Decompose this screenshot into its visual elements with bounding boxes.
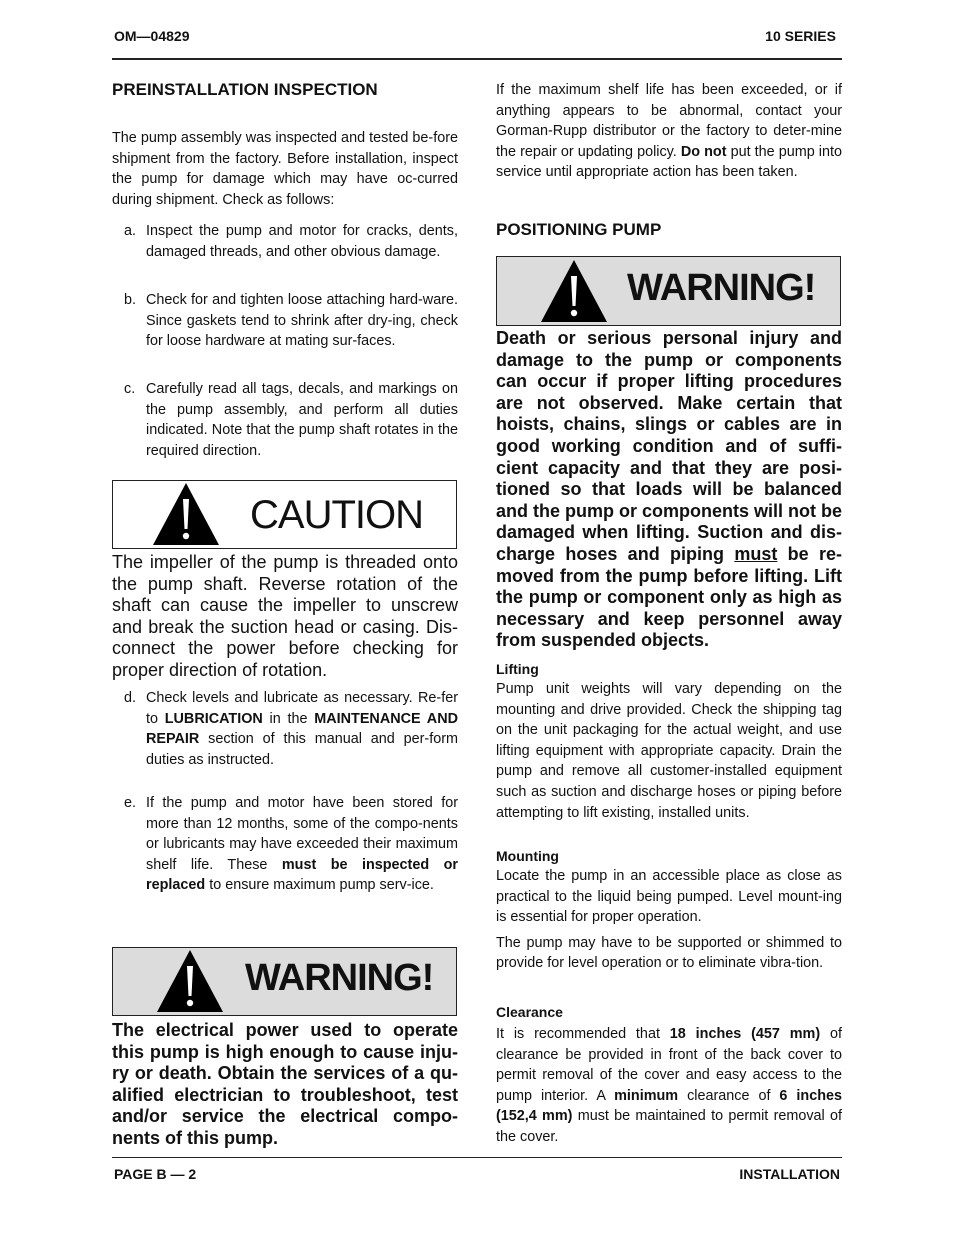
warning-banner-left [112,947,457,1016]
lifting-section [496,661,842,823]
shelf-life-wrap [496,80,842,183]
lifting-heading: Lifting [496,661,539,677]
header-rule [112,58,842,60]
caution-label: CAUTION [250,493,423,537]
list-text: Check levels and lubricate as necessary. Re-fer to LUBRICATION in the MAINTENANCE AND REPAIR section of this manual and per-form duties as instructed. [146,690,458,768]
list-letter: a. [124,223,137,239]
warning-label: WARNING! [627,267,816,309]
electrical-warning-wrap [112,1020,458,1150]
series-label: 10 SERIES [765,28,836,44]
list-letter: c. [124,381,136,397]
intro-paragraph: The pump assembly was inspected and tested be-fore shipment from the factory. Before installation, inspect the pump for damage which may have oc-curred during shipment. Check as follows: [112,130,458,208]
clearance-section [496,1004,842,1148]
mounting-paragraph-2: The pump may have to be supported or shimmed to provide for level operation or to eliminate vibra-tion. [496,934,842,972]
list-text: Check for and tighten loose attaching hard-ware. Since gaskets tend to shrink after dry-ing, check for loose hardware at mating sur-faces. [146,292,458,350]
intro-paragraph-wrap [112,128,458,210]
list-text: If the pump and motor have been stored for more than 12 months, some of the compo-nents or lubricants may have exceeded their maximum shelf life. These must be inspected or replaced to ensure maximum pump serv-ice. [146,795,458,894]
warning-banner-right [496,256,841,326]
positioning-heading-wrap [496,220,842,240]
document-id: OM—04829 [114,28,190,44]
positioning-heading: POSITIONING PUMP [496,220,662,239]
left-column [112,80,458,100]
warning-triangle-icon [539,258,609,324]
warning-label: WARNING! [245,957,434,999]
page-number: PAGE B — 2 [114,1166,197,1182]
footer-rule [112,1157,842,1158]
list-letter: e. [124,795,137,811]
caution-banner [112,480,457,549]
clearance-paragraph: It is recommended that 18 inches (457 mm) of clearance be provided in front of the back cover to permit removal of the cover and easy access to the pump interior. A minimum clearance of 6 inches (152,4 mm) must be maintained to permit removal of the cover. [496,1026,843,1145]
mounting-section [496,848,842,974]
clearance-heading: Clearance [496,1004,563,1020]
caution-text-wrap [112,552,458,682]
lifting-warning-text: Death or serious personal injury and damage to the pump or components can occur if proper lifting procedures are not observed. Make certain that hoists, chains, slings or cables are in good working condition and of suffi-cient capacity and that they are posi-tioned so that loads will be balanced and the pump or components will not be damaged when lifting. Suction and dis-charge hoses and piping must be re-moved from the pump before lifting. Lift the pump or component only as high as necessary and keep personnel away from suspended objects. [496,328,842,651]
warning-triangle-icon [151,481,221,547]
mounting-paragraph-1: Locate the pump in an accessible place as close as practical to the liquid being pumped. Level mount-ing is essential for proper operation. [496,868,842,926]
mounting-heading: Mounting [496,848,559,864]
section-name: INSTALLATION [739,1166,840,1182]
shelf-life-paragraph: If the maximum shelf life has been exceeded, or if anything appears to be abnormal, contact your Gorman-Rupp distributor or the factory to deter-mine the repair or updating policy. Do not put the pump into service until appropriate action has been taken. [496,82,842,181]
electrical-warning-text: The electrical power used to operate this pump is high enough to cause inju-ry or death. Obtain the services of a qu-alified electrician to troubleshoot, test and/or service the electrical compo-nents of this pump. [112,1020,458,1148]
preinstallation-heading: PREINSTALLATION INSPECTION [112,80,378,99]
list-text: Inspect the pump and motor for cracks, dents, damaged threads, and other obvious damage. [146,223,458,260]
list-letter: b. [124,292,137,308]
list-text: Carefully read all tags, decals, and markings on the pump assembly, and perform all duties indicated. Note that the pump shaft rotates in the required direction. [146,381,458,459]
caution-text: The impeller of the pump is threaded onto the pump shaft. Reverse rotation of the shaft can cause the impeller to unscrew and break the suction head or casing. Dis-connect the power before checking for proper direction of rotation. [112,552,458,680]
warning-triangle-icon [155,948,225,1014]
lifting-paragraph: Pump unit weights will vary depending on the mounting and drive provided. Check the shipping tag on the unit packaging for the actual weight, and use lifting equipment with appropriate capacity. Drain the pump and remove all customer-installed equipment such as suction and discharge hoses or piping before attempting to lift existing, installed units. [496,681,842,821]
lifting-warning-wrap [496,328,842,652]
list-letter: d. [124,690,137,706]
